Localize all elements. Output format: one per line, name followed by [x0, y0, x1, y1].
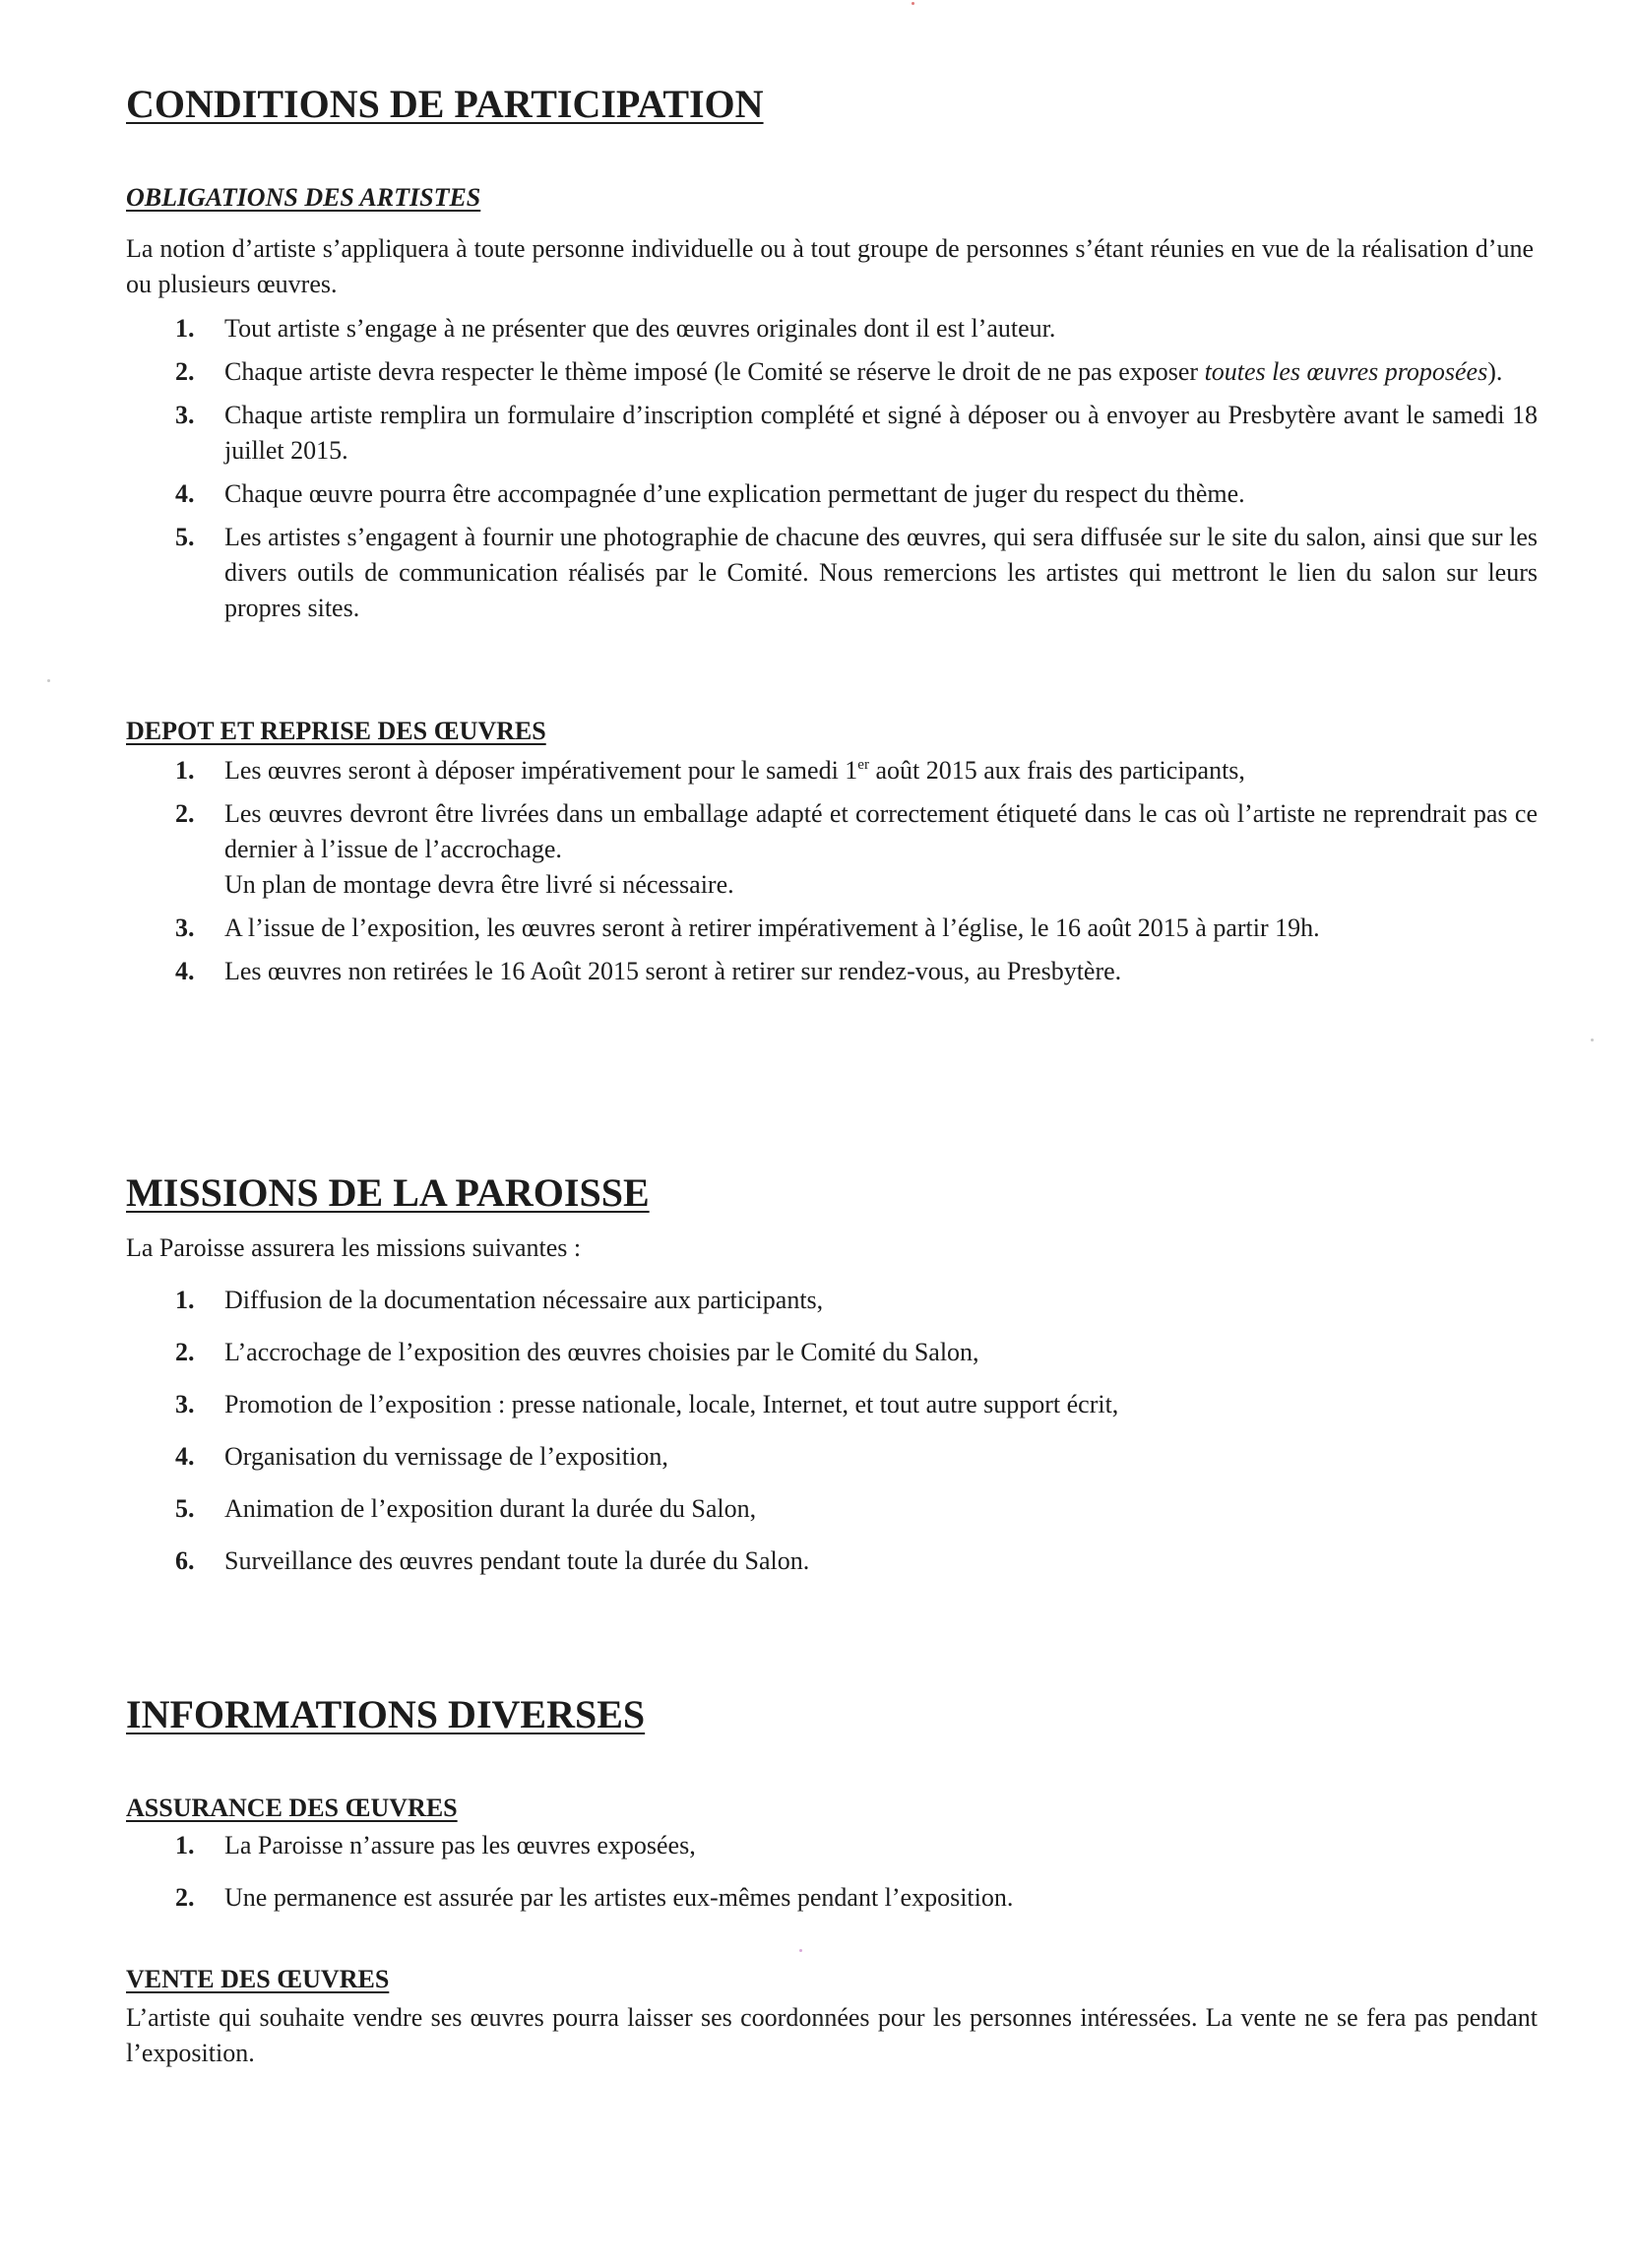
- list-item-number: 3.: [175, 401, 195, 429]
- list-item: [126, 1828, 1538, 1863]
- list-item-text: Tout artiste s’engage à ne présenter que des œuvres originales dont il est l’auteur.: [224, 314, 1056, 343]
- scan-speck: [47, 679, 50, 682]
- list-item-number: 5.: [175, 523, 195, 551]
- scan-speck: [799, 1949, 802, 1952]
- depot-list: [126, 753, 1538, 997]
- obligations-heading: OBLIGATIONS DES ARTISTES: [126, 183, 481, 212]
- list-item-text-end: ).: [1487, 357, 1503, 386]
- list-item: [126, 1544, 1538, 1579]
- list-item-number: 4.: [175, 1442, 195, 1471]
- vente-heading: VENTE DES ŒUVRES: [126, 1965, 390, 1993]
- list-item-number: 2.: [175, 357, 195, 386]
- list-item-text: Les œuvres non retirées le 16 Août 2015 seront à retirer sur rendez-vous, au Presbytère.: [224, 957, 1122, 985]
- depot-heading: DEPOT ET REPRISE DES ŒUVRES: [126, 717, 546, 745]
- assurance-heading: ASSURANCE DES ŒUVRES: [126, 1794, 458, 1822]
- list-item: [126, 911, 1538, 946]
- list-item-text: La Paroisse n’assure pas les œuvres exposées,: [224, 1831, 696, 1859]
- list-item: [126, 1283, 1538, 1318]
- list-item-text: Animation de l’exposition durant la durée du Salon,: [224, 1494, 757, 1523]
- obligations-list: [126, 311, 1538, 634]
- list-item: [126, 1491, 1538, 1527]
- list-item: [126, 520, 1538, 626]
- list-item-text: Chaque artiste devra respecter le thème imposé (le Comité se réserve le droit de ne pas exposer: [224, 357, 1199, 386]
- list-item-text: Surveillance des œuvres pendant toute la durée du Salon.: [224, 1546, 810, 1575]
- list-item-number: 2.: [175, 799, 195, 828]
- list-item-text: L’accrochage de l’exposition des œuvres choisies par le Comité du Salon,: [224, 1338, 979, 1366]
- list-item: [126, 796, 1538, 903]
- list-item-text: Une permanence est assurée par les artistes eux-mêmes pendant l’exposition.: [224, 1883, 1014, 1912]
- list-item: [126, 476, 1538, 512]
- list-item-text: Diffusion de la documentation nécessaire aux participants,: [224, 1286, 824, 1314]
- missions-list: [126, 1283, 1538, 1596]
- list-item-text: Chaque artiste remplira un formulaire d’inscription complété et signé à déposer ou à envoyer au Presbytère avant le samedi 18 juillet 2015.: [224, 401, 1538, 465]
- list-item-number: 1.: [175, 314, 195, 343]
- list-item: [126, 1439, 1538, 1475]
- vente-text: L’artiste qui souhaite vendre ses œuvres pourra laisser ses coordonnées pour les personnes intéressées. La vente ne se fera pas pendant l’exposition.: [126, 2003, 1538, 2067]
- list-item-number: 2.: [175, 1338, 195, 1366]
- superscript: er: [857, 757, 869, 773]
- list-item: [126, 1335, 1538, 1370]
- list-item-text: Promotion de l’exposition : presse nationale, locale, Internet, et tout autre support écrit,: [224, 1390, 1119, 1418]
- informations-title: INFORMATIONS DIVERSES: [126, 1692, 646, 1736]
- list-item-text: Chaque œuvre pourra être accompagnée d’une explication permettant de juger du respect du thème.: [224, 479, 1245, 508]
- list-item-text-second-line: Un plan de montage devra être livré si nécessaire.: [224, 870, 734, 899]
- list-item-number: 2.: [175, 1883, 195, 1912]
- list-item-number: 6.: [175, 1546, 195, 1575]
- list-item-text: Les œuvres devront être livrées dans un emballage adapté et correctement étiqueté dans le cas où l’artiste ne reprendrait pas ce dernier à l’issue de l’accrochage.: [224, 799, 1538, 863]
- list-item-text: Les artistes s’engagent à fournir une photographie de chacune des œuvres, qui sera diffusée sur le site du salon, ainsi que sur les divers outils de communication réalisés par le Comité. Nous remercions les artistes qui mettront le lien du salon sur leurs propres sites.: [224, 523, 1538, 622]
- list-item-text-italic: toutes les œuvres proposées: [1204, 357, 1488, 386]
- list-item-text-after: août 2015 aux frais des participants,: [868, 756, 1245, 785]
- list-item-number: 4.: [175, 479, 195, 508]
- list-item-number: 1.: [175, 1286, 195, 1314]
- list-item: [126, 1880, 1538, 1916]
- list-item-number: 4.: [175, 957, 195, 985]
- list-item-number: 3.: [175, 914, 195, 942]
- missions-intro: La Paroisse assurera les missions suivantes :: [126, 1233, 582, 1262]
- list-item: [126, 753, 1538, 788]
- conditions-title: CONDITIONS DE PARTICIPATION: [126, 82, 764, 126]
- list-item: [126, 1387, 1538, 1422]
- list-item-number: 5.: [175, 1494, 195, 1523]
- list-item: [126, 354, 1538, 390]
- obligations-intro: La notion d’artiste s’appliquera à toute personne individuelle ou à tout groupe de personnes s’étant réunies en vue de la réalisation d’une ou plusieurs œuvres.: [126, 234, 1534, 298]
- list-item-text: Les œuvres seront à déposer impérativement pour le samedi 1: [224, 756, 858, 785]
- list-item-text: A l’issue de l’exposition, les œuvres seront à retirer impérativement à l’église, le 16 août 2015 à partir 19h.: [224, 914, 1320, 942]
- assurance-list: [126, 1828, 1538, 1932]
- list-item-number: 1.: [175, 1831, 195, 1859]
- list-item: [126, 954, 1538, 989]
- list-item-number: 1.: [175, 756, 195, 785]
- scan-speck: [1591, 1039, 1594, 1041]
- list-item: [126, 398, 1538, 469]
- list-item-text: Organisation du vernissage de l’exposition,: [224, 1442, 668, 1471]
- list-item-number: 3.: [175, 1390, 195, 1418]
- missions-title: MISSIONS DE LA PAROISSE: [126, 1170, 650, 1215]
- scan-speck: [912, 2, 914, 5]
- list-item: [126, 311, 1538, 346]
